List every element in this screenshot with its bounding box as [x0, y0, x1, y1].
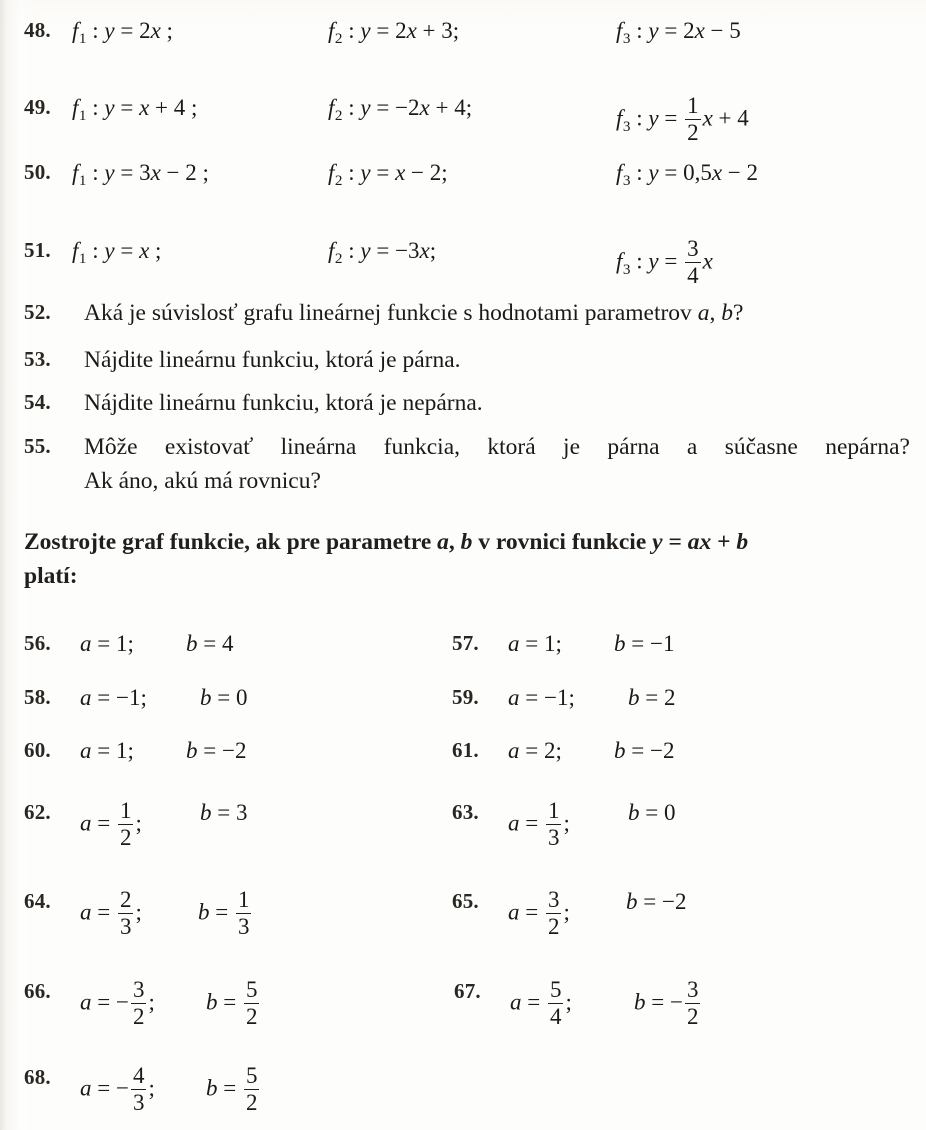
exercise-number-55: 55. — [24, 434, 51, 458]
param-b-value-58: b = 0 — [200, 685, 248, 710]
exercise-number-61: 61. — [452, 738, 479, 762]
param-b-value-56: b = 4 — [186, 631, 234, 656]
fraction-b-64: $\frac{1}{3}$ — [237, 887, 250, 939]
subscript-2: 2 — [334, 29, 343, 47]
exercise-number-67: 67. — [454, 979, 481, 1003]
fraction-three-quarters: $\frac{3}{4}$ — [687, 236, 699, 288]
param-a-value-66: a = − $\frac{3}{2}$ ; — [80, 977, 155, 1029]
function-f2-49: $f_2$ : y = −2x + 4; — [328, 95, 473, 124]
param-a: a — [697, 300, 710, 326]
exercise-number-59: 59. — [452, 685, 479, 709]
function-f2-48: $f_2$ : y = 2x + 3; — [328, 18, 460, 47]
minus-sign-b-67: − — [669, 989, 683, 1015]
question-text-53: Nájdite lineárnu funkciu, ktorá je párna. — [84, 347, 461, 373]
question-52-lead: Aká je súvislosť grafu lineárnej funkcie s hodnotami parametrov — [84, 300, 698, 326]
fraction-a-65: $\frac{3}{2}$ — [547, 887, 560, 939]
exercise-number-52: 52. — [24, 300, 51, 324]
subscript-1: 1 — [78, 29, 87, 47]
param-a-value-56: a = 1; — [80, 631, 134, 656]
function-f2-51: $f_2$ : y = −3x; — [328, 238, 437, 267]
instruction-eq-b: b — [736, 529, 749, 555]
function-f1-50: $f_1$ : y = 3x − 2 ; — [72, 160, 209, 189]
function-f3-49: $f_3$ : y = $\frac{1}{2}$ x + 4 — [616, 93, 749, 145]
question-text-54: Nájdite lineárnu funkciu, ktorá je nepárna. — [84, 390, 483, 416]
param-b-value-63: b = 0 — [628, 800, 676, 825]
exercise-number-62: 62. — [24, 800, 51, 824]
comma: , — [709, 300, 722, 326]
instruction-eq-sign: = — [662, 529, 688, 555]
instruction-eq-y: y — [652, 529, 663, 555]
param-b-value-60: b = −2 — [186, 738, 247, 763]
instruction-part-2: v rovnici funkcie — [472, 529, 653, 555]
param-a-value-64: a = $\frac{2}{3}$ ; — [80, 887, 142, 939]
param-b-value-65: b = −2 — [626, 889, 687, 914]
param-b-value-68: b = $\frac{5}{2}$ — [206, 1063, 258, 1115]
instruction-line-2: platí: — [24, 563, 78, 589]
param-a-value-57: a = 1; — [508, 631, 562, 656]
function-f1-49: $f_1$ : y = x + 4 ; — [72, 95, 198, 124]
fraction-one-half: $\frac{1}{2}$ — [687, 93, 699, 145]
param-b-value-64: b = $\frac{1}{3}$ — [198, 887, 250, 939]
instruction-part-1: Zostrojte graf funkcie, ak pre parametre — [24, 529, 438, 555]
function-f2-50: $f_2$ : y = x − 2; — [328, 160, 448, 189]
param-a-value-61: a = 2; — [508, 738, 562, 763]
function-f1-51: $f_1$ : y = x ; — [72, 238, 162, 267]
param-a-value-65: a = $\frac{3}{2}$ ; — [508, 887, 570, 939]
fraction-a-62: $\frac{1}{2}$ — [119, 798, 132, 850]
exercise-number-64: 64. — [24, 889, 51, 913]
param-a-value-58: a = −1; — [80, 685, 147, 710]
param-b-value-66: b = $\frac{5}{2}$ — [206, 977, 258, 1029]
param-b-value-59: b = 2 — [628, 685, 676, 710]
minus-sign-a-68: − — [115, 1075, 129, 1101]
exercise-number-57: 57. — [452, 631, 479, 655]
function-f3-48: $f_3$ : y = 2x − 5 — [616, 18, 741, 47]
question-text-52 — [84, 300, 914, 327]
fraction-a-67: $\frac{5}{4}$ — [549, 977, 562, 1029]
instruction-line-1 — [24, 525, 914, 559]
param-b-value-57: b = −1 — [614, 631, 675, 656]
exercise-number-58: 58. — [24, 685, 51, 709]
param-b-value-61: b = −2 — [614, 738, 675, 763]
instruction-eq-plus: + — [711, 529, 737, 555]
exercise-number-53: 53. — [24, 347, 51, 371]
exercise-number-65: 65. — [452, 889, 479, 913]
subscript-3: 3 — [622, 29, 631, 47]
exercise-number-51: 51. — [24, 238, 51, 262]
fraction-b-66: $\frac{5}{2}$ — [245, 977, 258, 1029]
question-text-55-line1: Môže existovať lineárna funkcia, ktorá je párna a súčasne nepárna? — [84, 434, 910, 460]
exercise-number-50: 50. — [24, 160, 51, 184]
param-a-value-62: a = $\frac{1}{2}$ ; — [80, 798, 142, 850]
instruction-param-a: a — [437, 529, 449, 555]
param-a-value-67: a = $\frac{5}{4}$ ; — [510, 977, 572, 1029]
question-52-tail: ? — [732, 300, 744, 326]
fraction-b-68: $\frac{5}{2}$ — [245, 1063, 258, 1115]
minus-sign-a-66: − — [115, 989, 129, 1015]
instruction-param-b: b — [460, 529, 473, 555]
exercise-number-66: 66. — [24, 979, 51, 1003]
instruction-eq-ax: ax — [687, 529, 712, 555]
param-a-value-68: a = − $\frac{4}{3}$ ; — [80, 1063, 155, 1115]
param-b-value-67: b = − $\frac{3}{2}$ — [634, 977, 699, 1029]
function-f1-48: $f_1$ : y = 2x ; — [72, 18, 173, 47]
fraction-a-64: $\frac{2}{3}$ — [119, 887, 132, 939]
param-b-value-62: b = 3 — [200, 800, 248, 825]
function-f3-51: $f_3$ : y = $\frac{3}{4}$ x — [616, 236, 713, 288]
param-a-value-63: a = $\frac{1}{3}$ ; — [508, 798, 570, 850]
exercise-number-56: 56. — [24, 631, 51, 655]
exercise-number-68: 68. — [24, 1065, 51, 1089]
exercise-number-48: 48. — [24, 18, 51, 42]
param-a-value-60: a = 1; — [80, 738, 134, 763]
question-text-55-line2: Ak áno, akú má rovnicu? — [84, 468, 321, 494]
fraction-a-63: $\frac{1}{3}$ — [547, 798, 560, 850]
fraction-a-66: $\frac{3}{2}$ — [132, 977, 145, 1029]
instruction-block — [24, 525, 914, 593]
param-a-value-59: a = −1; — [508, 685, 575, 710]
exercise-number-63: 63. — [452, 800, 479, 824]
exercise-number-60: 60. — [24, 738, 51, 762]
instruction-comma: , — [448, 529, 461, 555]
exercise-number-54: 54. — [24, 390, 51, 414]
fraction-a-68: $\frac{4}{3}$ — [132, 1063, 145, 1115]
exercise-number-49: 49. — [24, 95, 51, 119]
function-f3-50: $f_3$ : y = 0,5x − 2 — [616, 160, 759, 189]
param-b: b — [721, 300, 733, 326]
fraction-b-67: $\frac{3}{2}$ — [686, 977, 699, 1029]
